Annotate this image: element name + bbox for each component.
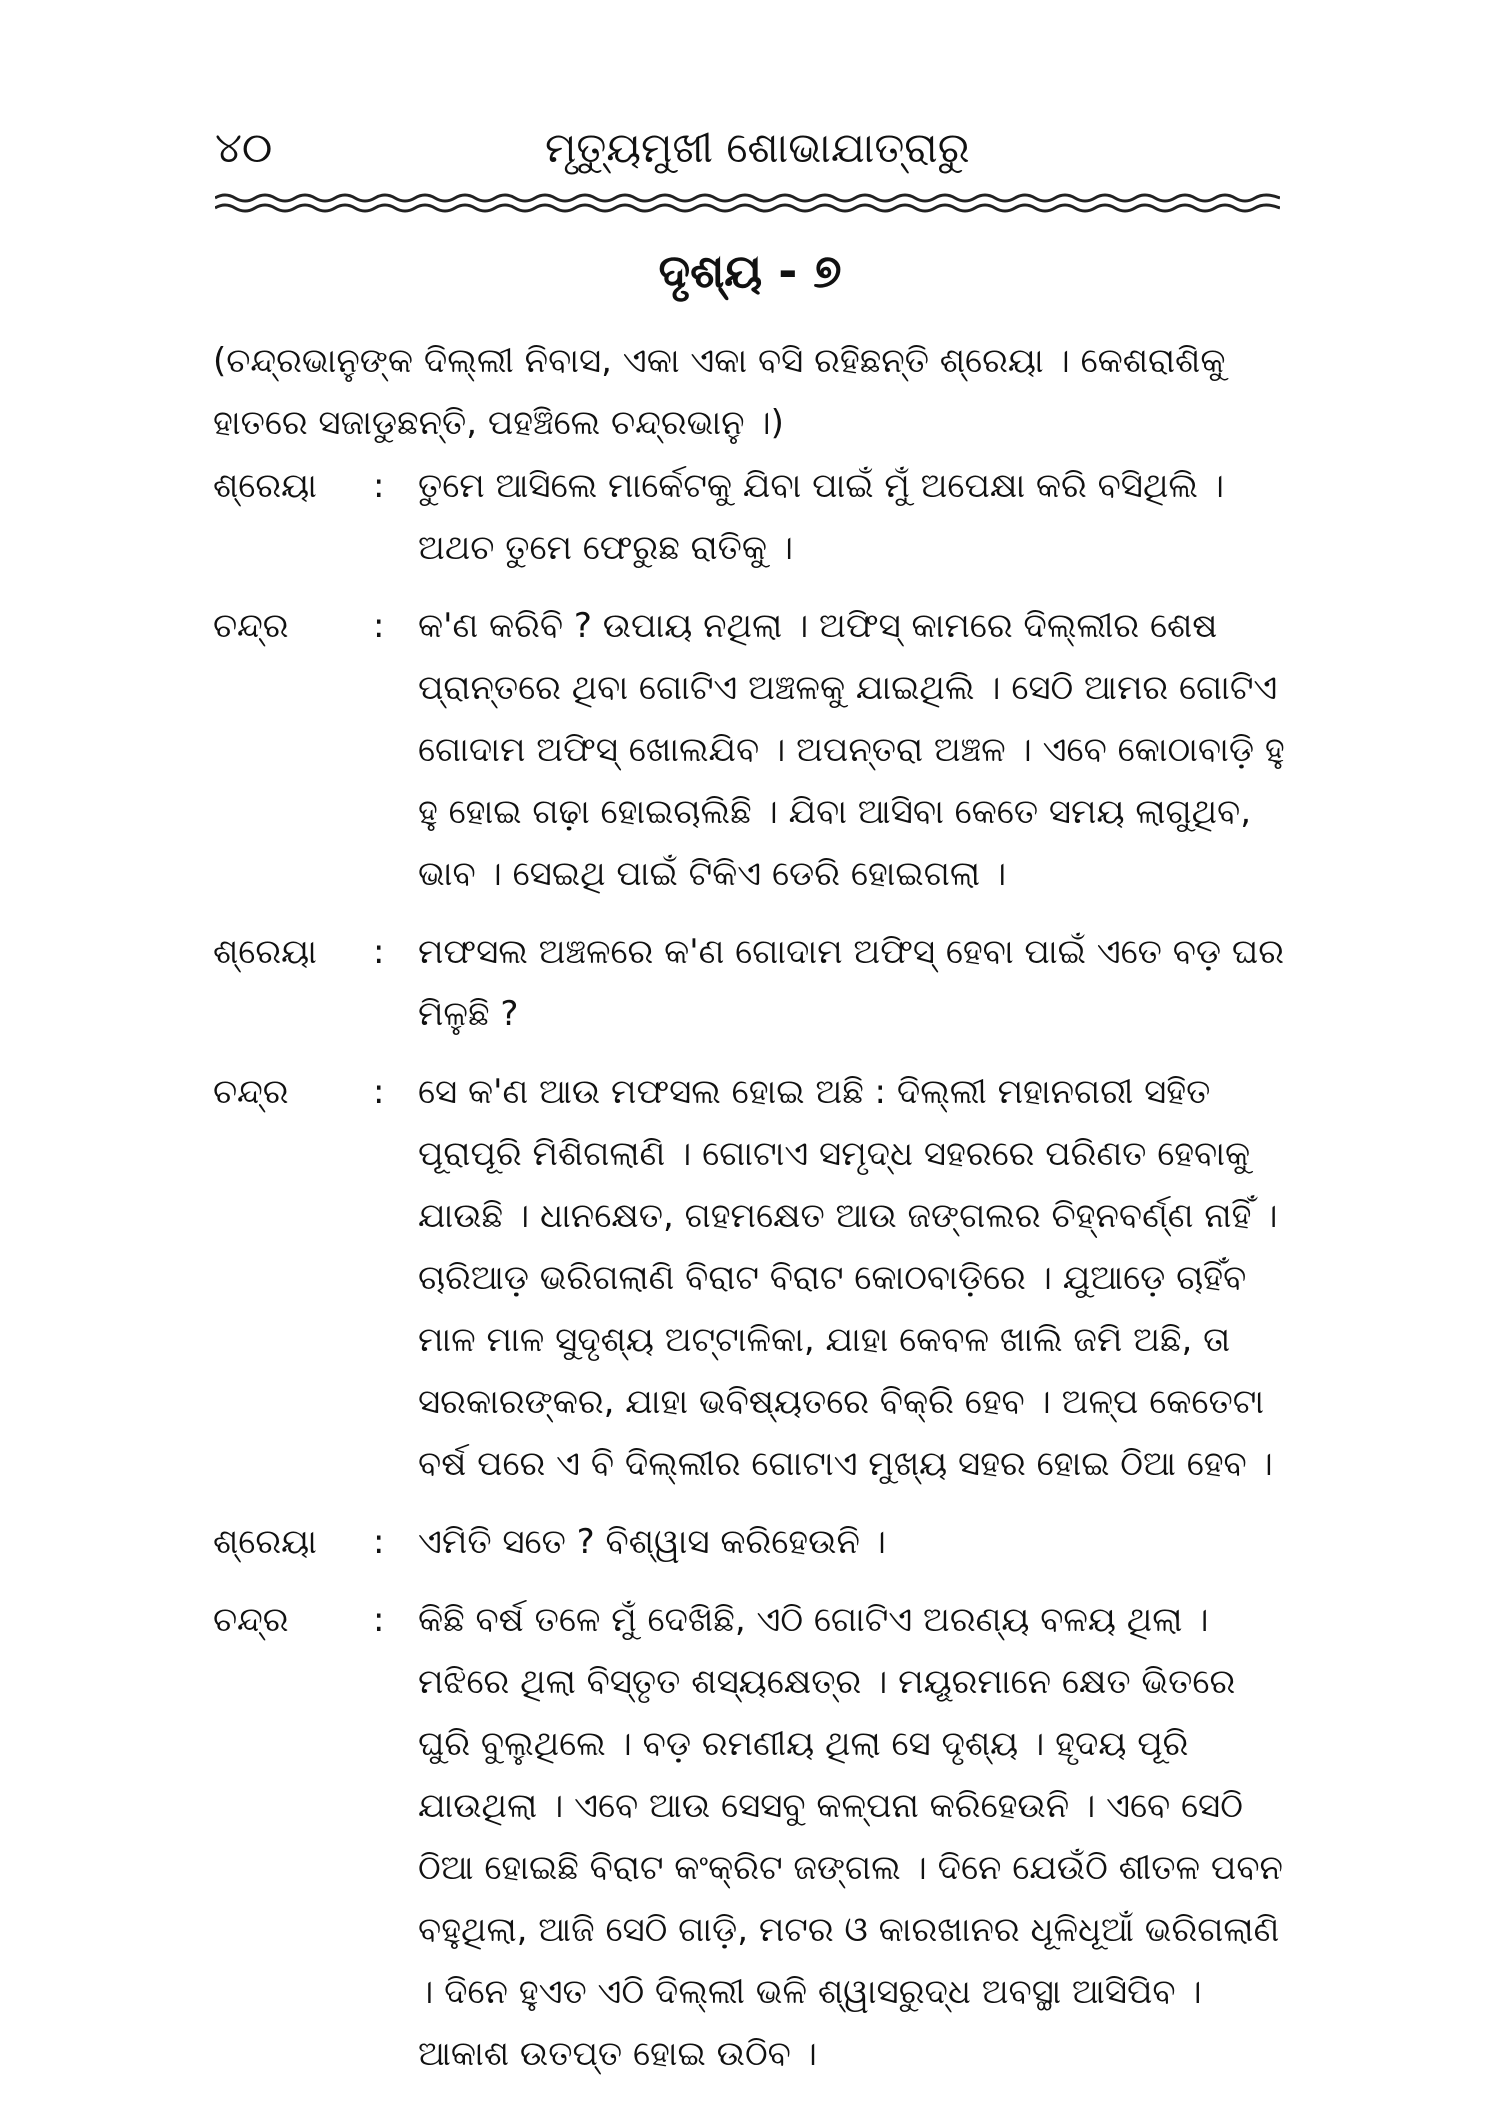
speaker-colon: : xyxy=(373,1522,385,1562)
speech-text: ମଫସଲ ଅଞ୍ଚଳରେ କ'ଣ ଗୋଦାମ ଅଫିସ୍ ହେବା ପାଇଁ ଏତେ ବଡ଼ ଘର ମିଳୁଛି ? xyxy=(418,932,1285,1034)
dialogue-line xyxy=(213,595,1288,905)
speech-text: ଏମିତି ସତେ ? ବିଶ୍ୱାସ କରିହେଉନି । xyxy=(418,1522,886,1562)
dialogue-line xyxy=(213,921,1288,1045)
dialogue-line xyxy=(213,1061,1288,1495)
speaker-name: ଚନ୍ଦ୍ର xyxy=(213,1600,289,1640)
scene-title: ଦୃଶ୍ୟ - ୭ xyxy=(658,244,842,298)
speech-text: କ'ଣ କରିବି ? ଉପାୟ ନଥିଲା । ଅଫିସ୍ କାମରେ ଦିଲ୍ଲୀର ଶେଷ ପ୍ରାନ୍ତରେ ଥିବା ଗୋଟିଏ ଅଞ୍ଚଳକୁ ଯାଇଥିଲି । ସେଠି ଆମର ଗୋଟିଏ ଗୋଦାମ ଅଫିସ୍ ଖୋଲଯିବ । ଅପନ୍ତରା ଅଞ୍ଚଳ । ଏବେ କୋଠାବାଡ଼ି ହୁ ହୁ ହୋଇ ଗଢ଼ା ହୋଇଚାଲିଛି । ଯିବା ଆସିବା କେତେ ସମୟ ଲାଗୁଥିବ, ଭାବ । ସେଇଥି ପାଇଁ ଟିକିଏ ଡେରି ହୋଇଗଲା । xyxy=(418,606,1285,894)
speaker-name: ଚନ୍ଦ୍ର xyxy=(213,606,289,646)
dialogue-line xyxy=(213,455,1288,579)
speech-text: ତୁମେ ଆସିଲେ ମାର୍କେଟକୁ ଯିବା ପାଇଁ ମୁଁ ଅପେକ୍ଷା କରି ବସିଥିଲି । ଅଥଚ ତୁମେ ଫେରୁଛ ରାତିକୁ । xyxy=(418,466,1225,568)
speaker-name: ଚନ୍ଦ୍ର xyxy=(213,1072,289,1112)
speaker-colon: : xyxy=(373,932,385,972)
speaker-colon: : xyxy=(373,466,385,506)
speaker-colon: : xyxy=(373,1600,385,1640)
speaker-colon: : xyxy=(373,606,385,646)
speaker-colon: : xyxy=(373,1072,385,1112)
dialogue-line xyxy=(213,1589,1288,2085)
dialogue-line xyxy=(213,1511,1288,1573)
speech-text: କିଛି ବର୍ଷ ତଳେ ମୁଁ ଦେଖିଛି, ଏଠି ଗୋଟିଏ ଅରଣ୍ୟ ବଳୟ ଥିଲା । ମଝିରେ ଥିଲା ବିସ୍ତୃତ ଶସ୍ୟକ୍ଷେତ୍ର । ମୟୂରମାନେ କ୍ଷେତ ଭିତରେ ଘୁରି ବୁଲୁଥିଲେ । ବଡ଼ ରମଣୀୟ ଥିଲା ସେ ଦୃଶ୍ୟ । ହୃଦୟ ପୂରି ଯାଉଥିଲା । ଏବେ ଆଉ ସେସବୁ କଳ୍ପନା କରିହେଉନି । ଏବେ ସେଠି ଠିଆ ହୋଇଛି ବିରାଟ କଂକ୍ରିଟ ଜଙ୍ଗଲ । ଦିନେ ଯେଉଁଠି ଶୀତଳ ପବନ ବହୁଥିଲା, ଆଜି ସେଠି ଗାଡ଼ି, ମଟର ଓ କାରଖାନର ଧୂଳିଧୂଆଁ ଭରିଗଲାଣି । ଦିନେ ହୁଏତ ଏଠି ଦିଲ୍ଲୀ ଭଳି ଶ୍ୱାସରୁଦ୍ଧ ଅବସ୍ଥା ଆସିପିବ । ଆକାଶ ଉତପ୍ତ ହୋଇ ଉଠିବ । xyxy=(418,1600,1283,2074)
stage-direction: (ଚନ୍ଦ୍ରଭାନୁଙ୍କ ଦିଲ୍ଲୀ ନିବାସ, ଏକା ଏକା ବସି ରହିଛନ୍ତି ଶ୍ରେୟା । କେଶରାଶିକୁ ହାତରେ ସଜାଡୁଛନ୍ତି, ପହଞ୍ଚିଲେ ଚନ୍ଦ୍ରଭାନୁ ।) xyxy=(213,341,1226,443)
speaker-name: ଶ୍ରେୟା xyxy=(213,932,317,972)
speech-text: ସେ କ'ଣ ଆଉ ମଫସଲ ହୋଇ ଅଛି : ଦିଲ୍ଲୀ ମହାନଗରୀ ସହିତ ପୂରାପୂରି ମିଶିଗଲାଣି । ଗୋଟାଏ ସମୃଦ୍ଧ ସହରରେ ପରିଣତ ହେବାକୁ ଯାଉଛି । ଧାନକ୍ଷେତ, ଗହମକ୍ଷେତ ଆଉ ଜଙ୍ଗଲର ଚିହ୍ନବର୍ଣ୍ଣ ନାହିଁ । ଚାରିଆଡ଼ ଭରିଗଲାଣି ବିରାଟ ବିରାଟ କୋଠବାଡ଼ିରେ । ଯୁଆଡ଼େ ଚାହିଁବ ମାଳ ମାଳ ସୁଦୃଶ୍ୟ ଅଟ୍ଟାଳିକା, ଯାହା କେବଳ ଖାଲି ଜମି ଅଛି, ତା ସରକାରଙ୍କର, ଯାହା ଭବିଷ୍ୟତରେ ବିକ୍ରି ହେବ । ଅଳ୍ପ କେତେଟା ବର୍ଷ ପରେ ଏ ବି ଦିଲ୍ଲୀର ଗୋଟାଏ ମୁଖ୍ୟ ସହର ହୋଇ ଠିଆ ହେବ । xyxy=(418,1072,1278,1484)
speaker-name: ଶ୍ରେୟା xyxy=(213,466,317,506)
running-title: ମୃତ୍ୟୁମୁଖୀ ଶୋଭାଯାତ୍ରାରୁ xyxy=(545,123,970,172)
wavy-rule-divider xyxy=(215,188,1280,218)
speaker-name: ଶ୍ରେୟା xyxy=(213,1522,317,1562)
page-number: ୪୦ xyxy=(215,123,273,172)
page-header xyxy=(215,118,1275,188)
dialogue-block xyxy=(213,455,1288,2101)
